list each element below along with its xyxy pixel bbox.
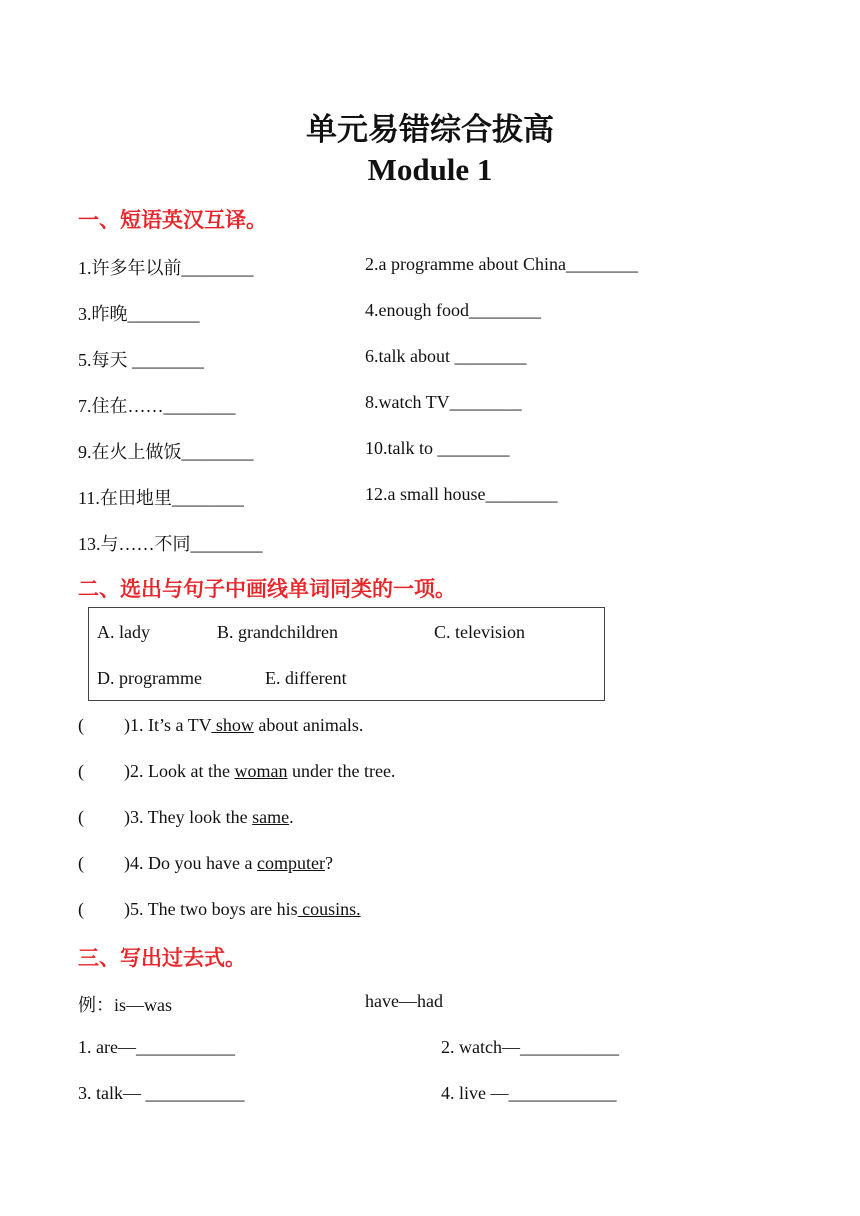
page-subtitle: Module 1 (367, 152, 493, 187)
phrase-item-7: 7.住在……________ (78, 396, 236, 416)
question-2: ( )2. Look at the woman under the tree. (78, 761, 396, 781)
question-3: ( )3. They look the same. (78, 807, 294, 827)
section-1-heading: 一、短语英汉互译。 (78, 208, 267, 232)
question-1: ( )1. It’s a TV show about animals. (78, 715, 364, 735)
phrase-item-11: 11.在田地里________ (78, 488, 244, 508)
phrase-item-4: 4.enough food________ (365, 300, 541, 320)
past-tense-item-1: 1. are—___________ (78, 1037, 235, 1057)
phrase-item-6: 6.talk about ________ (365, 346, 527, 366)
underlined-word: same (252, 807, 290, 827)
question-5: ( )5. The two boys are his cousins. (78, 899, 361, 919)
answer-blank-2[interactable]: ( (78, 761, 84, 781)
option-b: B. grandchildren (217, 622, 338, 642)
phrase-item-8: 8.watch TV________ (365, 392, 522, 412)
option-c: C. television (434, 622, 525, 642)
section-3-heading: 三、写出过去式。 (78, 946, 246, 970)
past-tense-item-2: 2. watch—___________ (441, 1037, 619, 1057)
phrase-item-2: 2.a programme about China________ (365, 254, 638, 274)
phrase-item-13: 13.与……不同________ (78, 534, 263, 554)
phrase-item-9: 9.在火上做饭________ (78, 442, 254, 462)
example-right: have—had (365, 991, 443, 1011)
answer-blank-3[interactable]: ( (78, 807, 84, 827)
option-e: E. different (265, 668, 347, 688)
answer-blank-1[interactable]: ( (78, 715, 84, 735)
phrase-item-10: 10.talk to ________ (365, 438, 510, 458)
underlined-word: show (211, 715, 254, 735)
underlined-word: cousins. (297, 899, 361, 919)
option-a: A. lady (97, 622, 150, 642)
past-tense-item-4: 4. live —____________ (441, 1083, 617, 1103)
answer-blank-5[interactable]: ( (78, 899, 84, 919)
section-2-heading: 二、选出与句子中画线单词同类的一项。 (78, 577, 456, 601)
phrase-item-5: 5.每天 ________ (78, 350, 204, 370)
option-d: D. programme (97, 668, 202, 688)
phrase-item-12: 12.a small house________ (365, 484, 558, 504)
phrase-item-3: 3.昨晚________ (78, 304, 200, 324)
past-tense-item-3: 3. talk— ___________ (78, 1083, 245, 1103)
answer-blank-4[interactable]: ( (78, 853, 84, 873)
underlined-word: woman (234, 761, 288, 781)
underlined-word: computer (256, 853, 325, 873)
example-left: 例：is—was (78, 995, 172, 1015)
question-4: ( )4. Do you have a computer? (78, 853, 333, 873)
page-title: 单元易错综合拔高 (306, 112, 554, 148)
phrase-item-1: 1.许多年以前________ (78, 258, 254, 278)
